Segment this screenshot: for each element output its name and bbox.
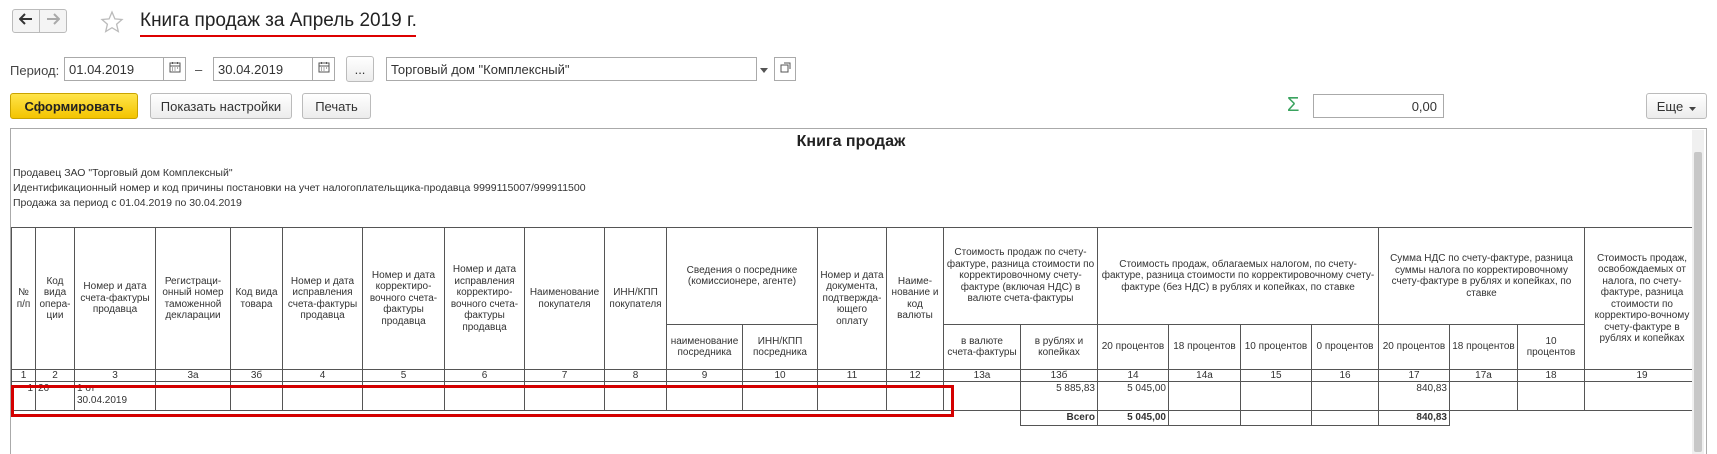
header-cell: в рублях и копейках bbox=[1021, 325, 1098, 370]
header-cell: 0 процентов bbox=[1312, 325, 1379, 370]
title-underline bbox=[140, 35, 416, 37]
row-highlight-frame bbox=[11, 385, 954, 417]
forward-button[interactable] bbox=[39, 9, 67, 33]
header-cell: Стоимость продаж по счету-фактуре, разница стоимости по корректировочному счету-фактуре (включая НДС) в валюте счета-фактуры bbox=[944, 228, 1098, 325]
column-number: 3 bbox=[75, 370, 156, 382]
scrollbar-thumb[interactable] bbox=[1694, 152, 1702, 452]
column-number: 3б bbox=[231, 370, 283, 382]
print-button[interactable]: Печать bbox=[302, 93, 371, 119]
column-number: 4 bbox=[283, 370, 363, 382]
header-cell: 10 процентов bbox=[1241, 325, 1312, 370]
row-vat-20: 840,83 bbox=[1379, 382, 1450, 411]
sigma-icon[interactable]: Σ bbox=[1287, 94, 1300, 116]
column-number: 14а bbox=[1169, 370, 1241, 382]
column-number: 13а bbox=[944, 370, 1021, 382]
column-number: 5 bbox=[363, 370, 445, 382]
column-number: 19 bbox=[1585, 370, 1700, 382]
period-select-button[interactable]: ... bbox=[346, 56, 374, 82]
column-number: 17а bbox=[1450, 370, 1518, 382]
sum-field: 0,00 bbox=[1313, 94, 1444, 118]
column-number: 13б bbox=[1021, 370, 1098, 382]
column-number: 7 bbox=[525, 370, 605, 382]
chevron-down-icon bbox=[760, 60, 768, 78]
column-number: 17 bbox=[1379, 370, 1450, 382]
header-cell: 20 процентов bbox=[1098, 325, 1169, 370]
organization-open-button[interactable] bbox=[774, 57, 796, 81]
header-cell: Код вида опера-ции bbox=[36, 228, 75, 370]
header-cell: Номер и дата документа, подтвержда-ющего оплату bbox=[818, 228, 887, 370]
header-cell: 18 процентов bbox=[1169, 325, 1241, 370]
row-invoice-number: 1 от bbox=[77, 383, 96, 394]
header-cell: ИНН/КПП покупателя bbox=[605, 228, 667, 370]
header-cell: Код вида товара bbox=[231, 228, 283, 370]
header-cell: Наиме-нование и код валюты bbox=[887, 228, 944, 370]
arrow-right-icon bbox=[46, 12, 60, 30]
header-cell: Номер и дата корректиро-вочного счета-фактуры продавца bbox=[363, 228, 445, 370]
header-cell: Стоимость продаж, облагаемых налогом, по счету-фактуре, разница стоимости по корректировочному счету-фактуре (без НДС) в рублях и копейках, по ставке bbox=[1098, 228, 1379, 325]
column-number: 12 bbox=[887, 370, 944, 382]
generate-button[interactable]: Сформировать bbox=[10, 93, 138, 119]
column-number: 9 bbox=[667, 370, 743, 382]
header-cell: наименование посредника bbox=[667, 325, 743, 370]
favorite-star-icon[interactable] bbox=[100, 10, 124, 39]
period-dash: – bbox=[195, 62, 203, 77]
page-title: Книга продаж за Апрель 2019 г. bbox=[140, 10, 417, 31]
report-title: Книга продаж bbox=[796, 133, 906, 150]
row-invoice-date: 30.04.2019 bbox=[77, 394, 128, 406]
header-cell: Наименование покупателя bbox=[525, 228, 605, 370]
report-inn: Идентификационный номер и код причины постановки на учет налогоплательщика-продавца 9999115007/999911500 bbox=[13, 182, 586, 194]
total-base-20: 5 045,00 bbox=[1098, 411, 1169, 426]
column-number: 18 bbox=[1518, 370, 1585, 382]
chevron-down-icon bbox=[1689, 99, 1696, 114]
column-number: 3а bbox=[156, 370, 231, 382]
header-cell: Номер и дата исправления счета-фактуры продавца bbox=[283, 228, 363, 370]
header-cell: в валюте счета-фактуры bbox=[944, 325, 1021, 370]
calendar-icon bbox=[169, 60, 181, 78]
header-cell: Сведения о посреднике (комиссионере, агенте) bbox=[667, 228, 818, 325]
open-window-icon bbox=[780, 60, 791, 78]
show-settings-button[interactable]: Показать настройки bbox=[150, 93, 292, 119]
header-cell: Номер и дата счета-фактуры продавца bbox=[75, 228, 156, 370]
more-menu-label: Еще bbox=[1656, 98, 1684, 114]
header-cell: Стоимость продаж, освобождаемых от налога, по счету-фактуре, разница стоимости по корректиро-вочному счету-фактуре в рублях и копейках bbox=[1585, 228, 1700, 370]
organization-dropdown-button[interactable] bbox=[754, 57, 774, 81]
column-number: 11 bbox=[818, 370, 887, 382]
header-cell: 18 процентов bbox=[1450, 325, 1518, 370]
period-to-calendar-button[interactable] bbox=[313, 57, 335, 81]
header-cell: 10 процентов bbox=[1518, 325, 1585, 370]
row-number: 1 bbox=[12, 382, 36, 411]
more-menu-button[interactable] bbox=[1646, 93, 1707, 119]
total-label: Всего bbox=[1021, 411, 1098, 426]
period-from-field[interactable]: 01.04.2019 bbox=[64, 57, 164, 81]
column-number: 1 bbox=[12, 370, 36, 382]
row-sum-rub: 5 885,83 bbox=[1021, 382, 1098, 411]
column-number: 10 bbox=[743, 370, 818, 382]
column-number: 6 bbox=[445, 370, 525, 382]
organization-field[interactable]: Торговый дом "Комплексный" bbox=[386, 57, 757, 81]
header-cell: 20 процентов bbox=[1379, 325, 1450, 370]
report-period: Продажа за период с 01.04.2019 по 30.04.2019 bbox=[13, 197, 242, 209]
arrow-left-icon bbox=[19, 12, 33, 30]
column-number: 15 bbox=[1241, 370, 1312, 382]
column-number: 14 bbox=[1098, 370, 1169, 382]
row-operation-code: 26 bbox=[36, 382, 75, 411]
period-from-calendar-button[interactable] bbox=[164, 57, 186, 81]
period-label: Период: bbox=[10, 63, 60, 78]
header-cell: Номер и дата исправления корректиро-вочного счета-фактуры продавца bbox=[445, 228, 525, 370]
back-button[interactable] bbox=[12, 9, 40, 33]
column-number: 8 bbox=[605, 370, 667, 382]
header-cell: ИНН/КПП посредника bbox=[743, 325, 818, 370]
calendar-icon bbox=[318, 60, 330, 78]
column-number: 2 bbox=[36, 370, 75, 382]
total-vat-20: 840,83 bbox=[1379, 411, 1450, 426]
header-cell: Регистраци-онный номер таможенной декларации bbox=[156, 228, 231, 370]
period-to-field[interactable]: 30.04.2019 bbox=[213, 57, 313, 81]
row-base-20: 5 045,00 bbox=[1098, 382, 1169, 411]
report-seller: Продавец ЗАО "Торговый дом Комплексный" bbox=[13, 167, 233, 179]
header-cell: Сумма НДС по счету-фактуре, разница суммы налога по корректировочному счету-фактуре в рублях и копейках, по ставке bbox=[1379, 228, 1585, 325]
header-cell: № п/п bbox=[12, 228, 36, 370]
column-number: 16 bbox=[1312, 370, 1379, 382]
